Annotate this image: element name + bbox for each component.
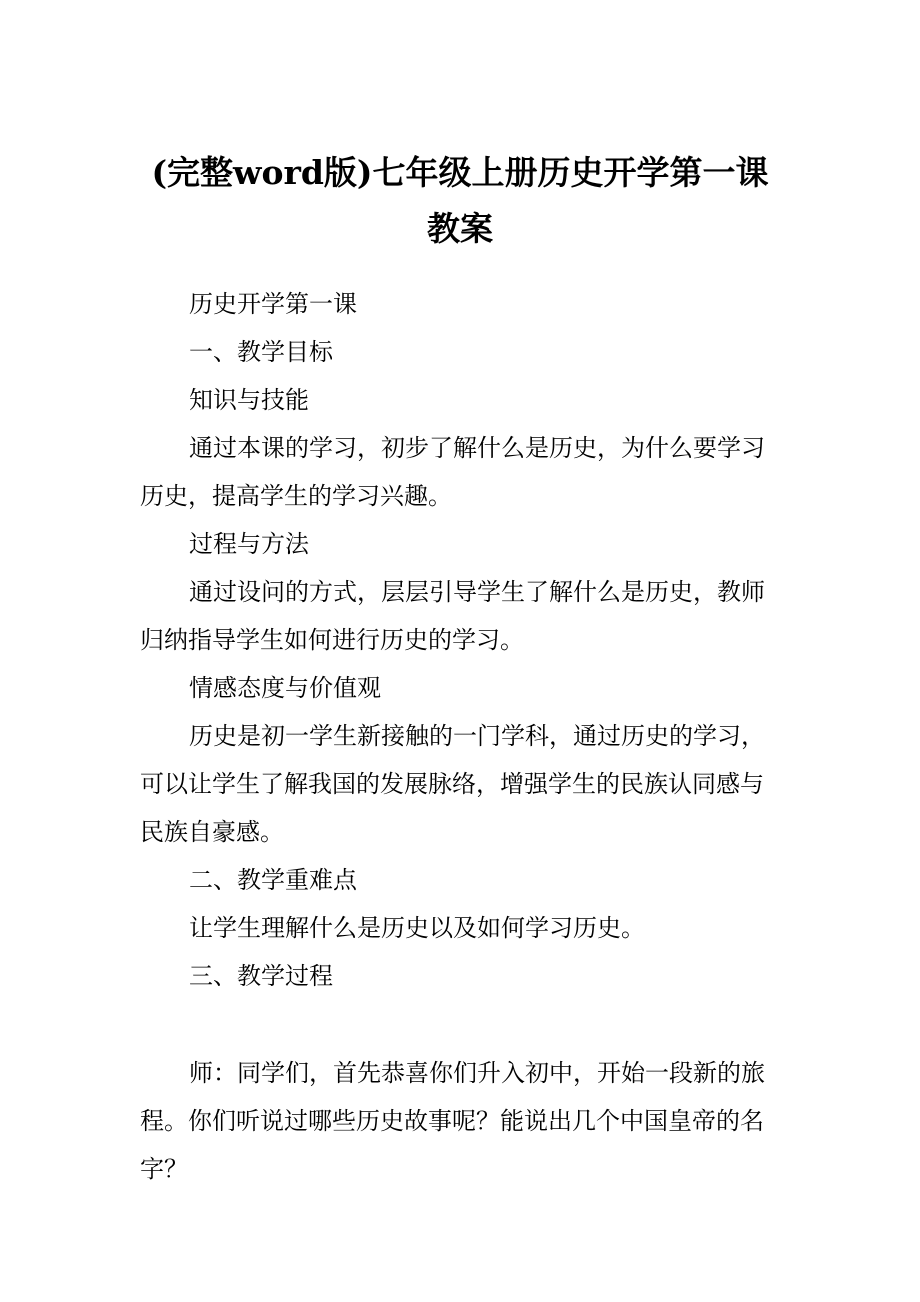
paragraph-line: 字？ (140, 1155, 188, 1183)
section-heading: 二、教学重难点 (189, 866, 357, 894)
paragraph-line: 师：同学们，首先恭喜你们升入初中，开始一段新的旅 (189, 1059, 765, 1087)
paragraph-line: 民族自豪感。 (140, 818, 284, 846)
document-title-line-1: (完整word版)七年级上册历史开学第一课 (151, 153, 769, 192)
paragraph-line: 让学生理解什么是历史以及如何学习历史。 (189, 914, 645, 942)
section-heading: 一、教学目标 (189, 338, 333, 366)
paragraph-line: 历史，提高学生的学习兴趣。 (140, 482, 452, 510)
paragraph-line: 历史是初一学生新接触的一门学科，通过历史的学习， (189, 722, 765, 750)
paragraph-line: 程。你们听说过哪些历史故事呢？能说出几个中国皇帝的名 (140, 1107, 764, 1135)
paragraph-line: 可以让学生了解我国的发展脉络，增强学生的民族认同感与 (140, 770, 764, 798)
section-heading: 历史开学第一课 (189, 290, 357, 318)
section-heading: 三、教学过程 (189, 962, 333, 990)
paragraph-line: 归纳指导学生如何进行历史的学习。 (140, 626, 524, 654)
subsection-heading: 知识与技能 (189, 386, 309, 414)
document-title-line-2: 教案 (427, 209, 493, 248)
paragraph-line: 通过本课的学习，初步了解什么是历史，为什么要学习 (189, 434, 765, 462)
paragraph-line: 通过设问的方式，层层引导学生了解什么是历史，教师 (189, 578, 765, 606)
subsection-heading: 过程与方法 (189, 530, 309, 558)
subsection-heading: 情感态度与价值观 (189, 674, 381, 702)
